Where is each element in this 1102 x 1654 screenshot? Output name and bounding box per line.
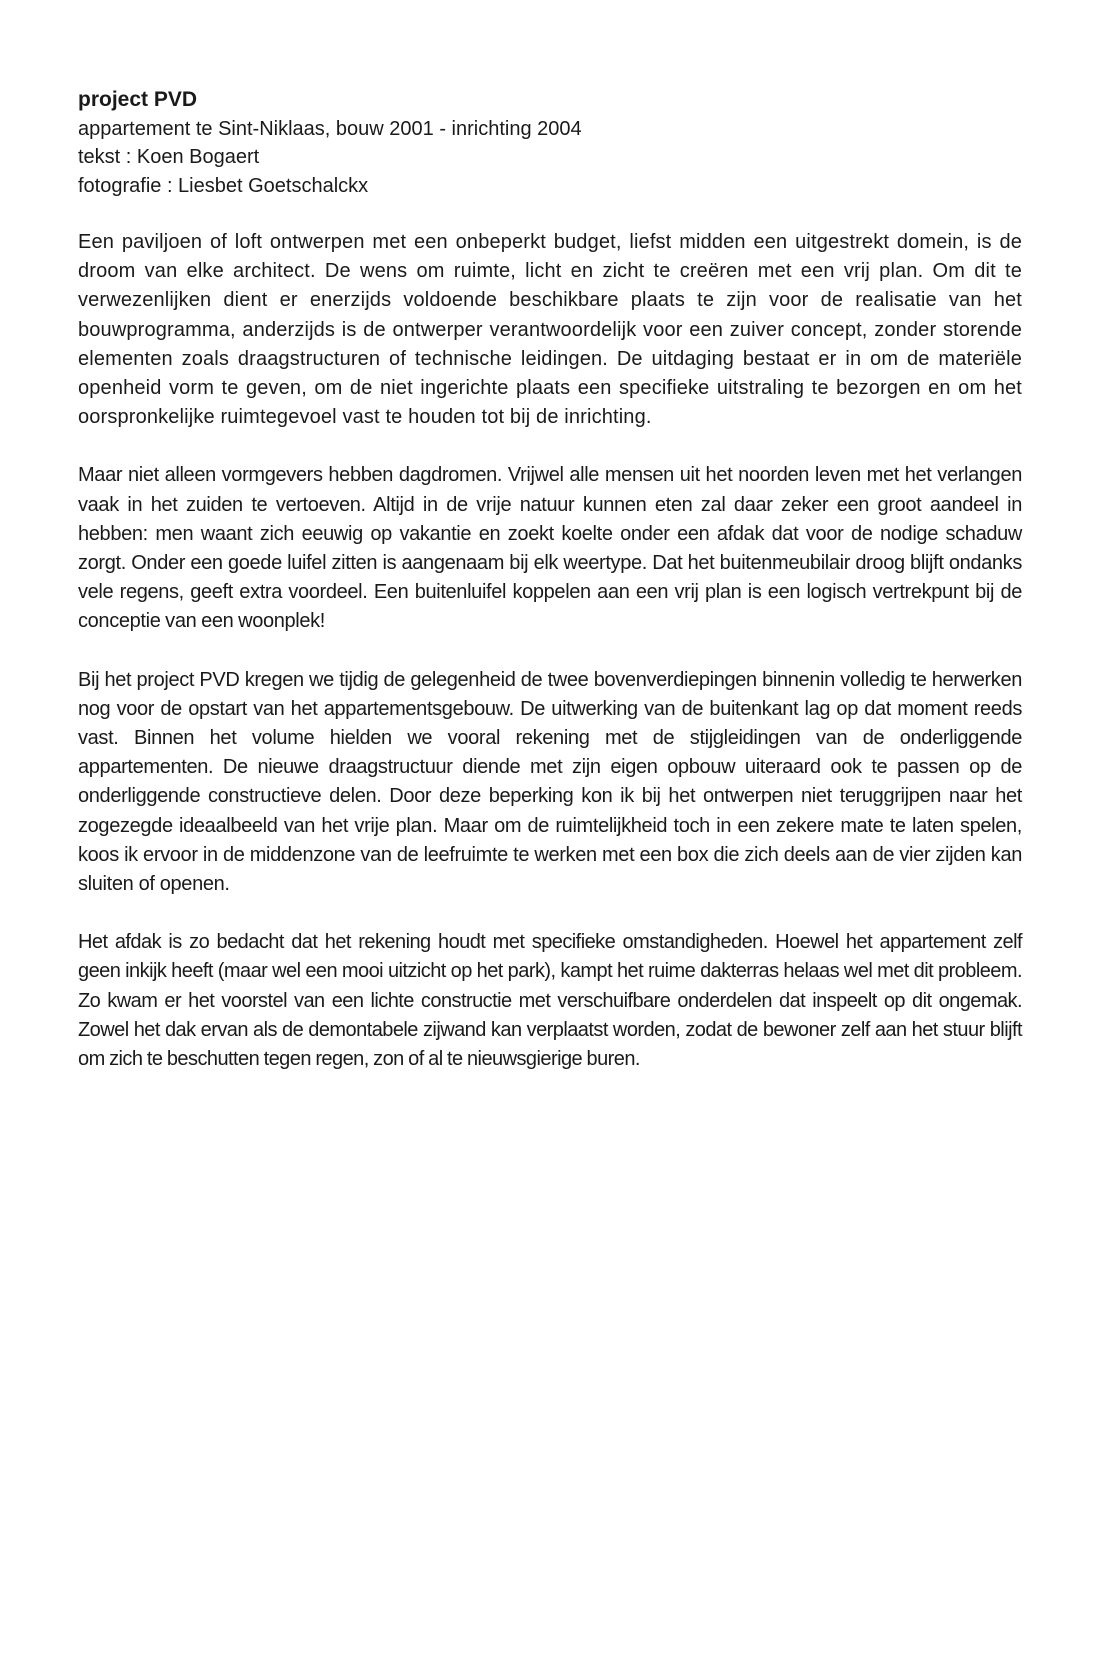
document-page <box>78 86 1022 1074</box>
text-credit: tekst : Koen Bogaert <box>78 146 260 168</box>
project-subtitle: appartement te Sint-Niklaas, bouw 2001 - inrichting 2004 <box>78 117 582 140</box>
paragraph-intro: Een paviljoen of loft ontwerpen met een onbeperkt budget, liefst midden een uitgestrekt domein, is de droom van elke architect. De wens om ruimte, licht en zicht te creëren met een vrij plan. Om dit te verwezenlijken dient er enerzijds voldoende beschikbare plaats te zijn voor de realisatie van het bouwprogramma, anderzijds is de ontwerper verantwoordelijk voor een zuiver concept, zonder storende elementen zoals draagstructuren of technische leidingen. De uitdaging bestaat er in om de materiële openheid vorm te geven, om de niet ingerichte plaats een specifieke uitstraling te bezorgen en om het oorspronkelijke ruimtegevoel vast te houden tot bij de inrichting. <box>78 231 1022 429</box>
paragraph-daydreams: Maar niet alleen vormgevers hebben dagdromen. Vrijwel alle mensen uit het noorden leven met het verlangen vaak in het zuiden te vertoeven. Altijd in de vrije natuur kunnen eten zal daar zeker een groot aandeel in hebben: men waant zich eeuwig op vakantie en zoekt koelte onder een afdak dat voor de nodige schaduw zorgt. Onder een goede luifel zitten is aangenaam bij elk weertype. Dat het buitenmeubilair droog blijft ondanks vele regens, geeft extra voordeel. Een buitenluifel koppelen aan een vrij plan is een logisch vertrekpunt bij de conceptie van een woonplek! <box>78 464 1022 633</box>
photo-credit: fotografie : Liesbet Goetschalckx <box>78 174 369 197</box>
project-title: project PVD <box>78 88 198 111</box>
project-header <box>78 86 1022 200</box>
paragraph-project: Bij het project PVD kregen we tijdig de gelegenheid de twee bovenverdiepingen binnenin volledig te herwerken nog voor de opstart van het appartementsgebouw. De uitwerking van de buitenkant lag op dat moment reeds vast. Binnen het volume hielden we vooral rekening met de stijgleidingen van de onderliggende appartementen. De nieuwe draagstructuur diende met zijn eigen opbouw uiteraard ook te passen op de onderliggende constructieve delen. Door deze beperking kon ik bij het ontwerpen niet teruggrijpen naar het zogezegde ideaalbeeld van het vrije plan. Maar om de ruimtelijkheid toch in een zekere mate te laten spelen, koos ik ervoor in de middenzone van de leefruimte te werken met een box die zich deels aan de vier zijden kan sluiten of openen. <box>78 668 1022 896</box>
paragraph-canopy: Het afdak is zo bedacht dat het rekening houdt met specifieke omstandigheden. Hoewel het appartement zelf geen inkijk heeft (maar wel een mooi uitzicht op het park), kampt het ruime dakterras helaas wel met dit probleem. Zo kwam er het voorstel van een lichte constructie met verschuifbare onderdelen dat inspeelt op dit ongemak. Zowel het dak ervan als de demontabele zijwand kan verplaatst worden, zodat de bewoner zelf aan het stuur blijft om zich te beschutten tegen regen, zon of al te nieuwsgierige buren. <box>78 931 1022 1071</box>
